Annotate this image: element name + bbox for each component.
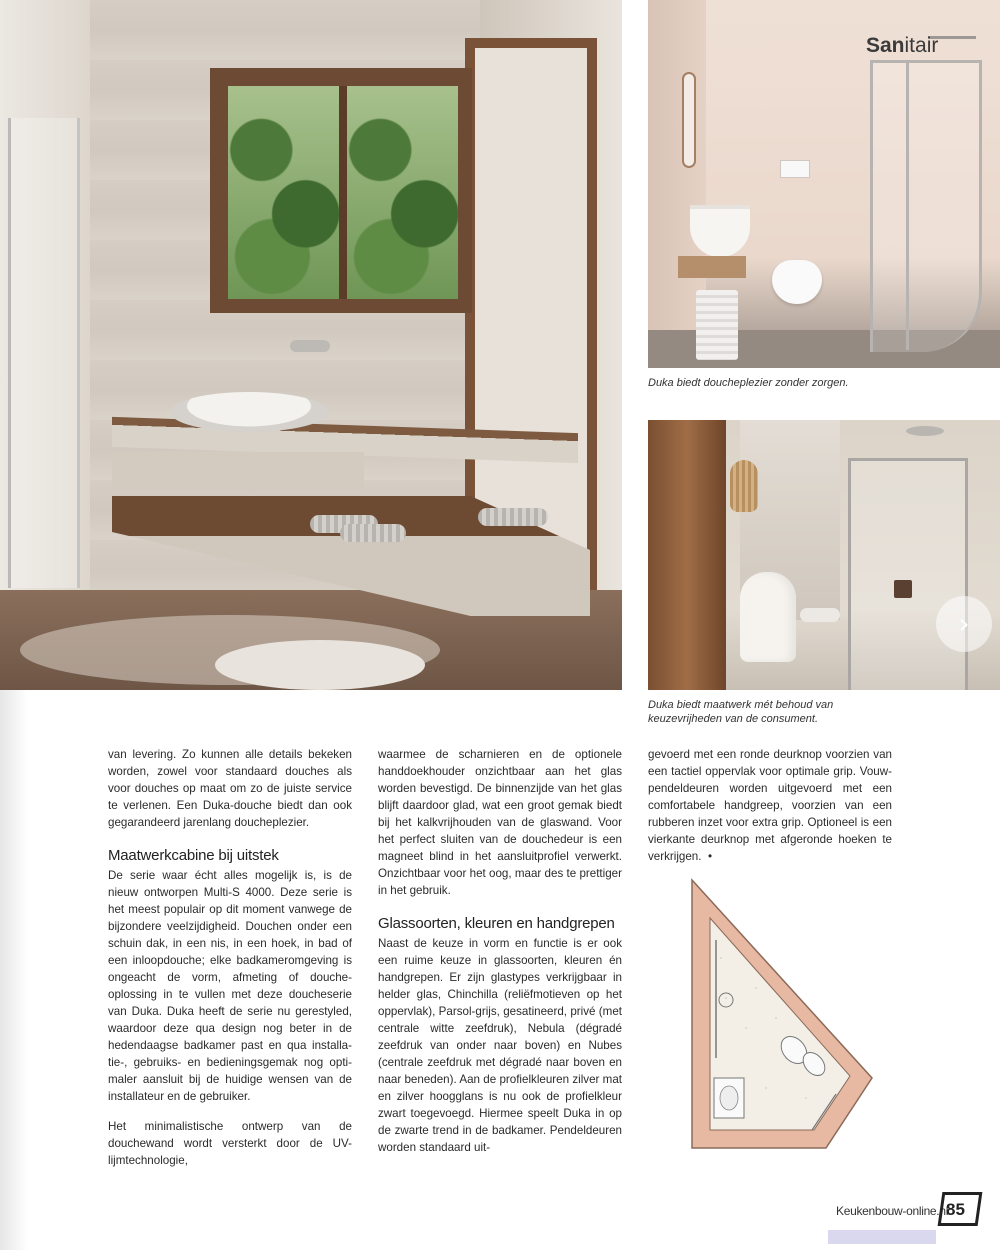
paragraph: Naast de keuze in vorm en functie is er ook een ruime keuze in glassoorten, kleuren én handgrepen. Er zijn glastypes verkrijgbaar in helder glas, Chinchilla (reliëfmotieven op het oppervlak), Parsol-grijs, gesatineerd, privé (met centrale witte zeefdruk), Nebula (dégradé zeefdruk van onder naar boven) en Nubes (centrale zeefdruk met dégradé naar boven en naar beneden). Aan de profielkleuren zilver mat en zilver hoogglans is nu ook de profielkleur zwart toegevoegd. Hiermee speelt Duka in op de zwarte trend in de badkamer. Pendeldeuren worden standaard uit- [378, 937, 622, 1154]
wash-basin [170, 392, 328, 432]
paragraph: Het minimalistische ontwerp van de douchewand wordt versterkt door de UV-lijmtechnologie, [108, 1120, 352, 1167]
shower-glass [8, 118, 80, 588]
floorplan-sketch [686, 878, 878, 1160]
washstand-drawer [112, 452, 364, 490]
window [210, 68, 472, 313]
footer-accent-bar [828, 1230, 936, 1244]
main-photo [0, 0, 622, 690]
rattan-lamp [730, 460, 758, 512]
paragraph: waarmee de scharnieren en de optionele handdoekhouder onzichtbaar aan het glas worden bevestigd. De binnenzijde van het glas blijft daardoor glad, wat een groot gemak biedt bij het kalkvrijhouden van de glaswand. Voor het perfect sluiten van de douchedeur is een magneet blind in het aansluitprofiel verwerkt. Onzichtbaar voor het oog, maar des te prettiger in het gebruik. [378, 748, 622, 897]
wall-toilet [772, 260, 822, 304]
section-label: Sanitair [866, 34, 939, 57]
chevron-right-icon: › [958, 607, 970, 640]
text-column-2 [378, 746, 622, 1156]
round-shower-cabin [870, 60, 982, 352]
paragraph: gevoerd met een ronde deurknop voorzien van een tactiel oppervlak voor optimale grip. Vouw-pendeldeuren worden uitgevoerd met een comfortabele handgreep, voorzien van een rubberen inzet voor extra grip. Optioneel is een vierkante deurknop met afgeronde hoeken te verkrijgen. • [648, 748, 892, 863]
subheading: Maatwerkcabine bij uitstek [108, 847, 279, 864]
rolled-towel [340, 524, 406, 542]
subheading: Glassoorten, kleuren en handgrepen [378, 915, 615, 932]
end-mark: • [707, 850, 712, 863]
paragraph: De serie waar écht alles mogelijk is, is de nieuw ontworpen Multi-S 4000. Deze serie is het meest populair op dit moment vanwege de bijzondere veelzijdigheid. Douchen onder een schuin dak, in een nis, in een hoek, in bad of een inloopdouche; elke badkameromgeving is ongeacht de vorm, afmeting of doucheoplossing in te vullen met deze doucheserie van Duka. Duka heeft de serie nu gerestyled, waardoor deze qua design nog beter in de hedendaagse badkamer past en qua installatie-, gebruiks- en bedieningsgemak nog optimaler aansluit bij de huidige wensen van de installateur en de gebruiker. [108, 869, 352, 1103]
freestanding-basin [740, 572, 796, 662]
paragraph: van levering. Zo kunnen alle details bekeken worden, zowel voor standaard douches als voor douches op maat om zo de juiste service te verlenen. Een Duka-douche biedt dan ook gegarandeerd jarenlang doucheplezier. [108, 748, 352, 829]
next-slide-button[interactable] [936, 596, 992, 652]
flush-plate [780, 160, 810, 178]
tap [290, 340, 330, 352]
wood-column [648, 420, 726, 690]
text-column-1 [108, 746, 352, 1169]
towel [696, 290, 738, 360]
walk-in-shower [848, 458, 968, 690]
page-gutter-shadow [0, 690, 28, 1250]
footer-site: Keukenbouw-online.nl [836, 1204, 949, 1218]
vessel-basin [690, 205, 750, 257]
mid-right-photo [648, 420, 1000, 690]
rain-shower-head [906, 426, 944, 436]
rolled-towel [478, 508, 548, 526]
text-column-3 [648, 746, 892, 865]
caption-mid-photo: Duka biedt maatwerk mét behoud van keuzevrijheden van de consument. [648, 699, 834, 725]
page-number: 85 [946, 1200, 965, 1219]
caption-top-photo: Duka biedt doucheplezier zonder zorgen. [648, 377, 849, 389]
top-right-photo [648, 0, 1000, 368]
round-mirror [682, 72, 696, 168]
